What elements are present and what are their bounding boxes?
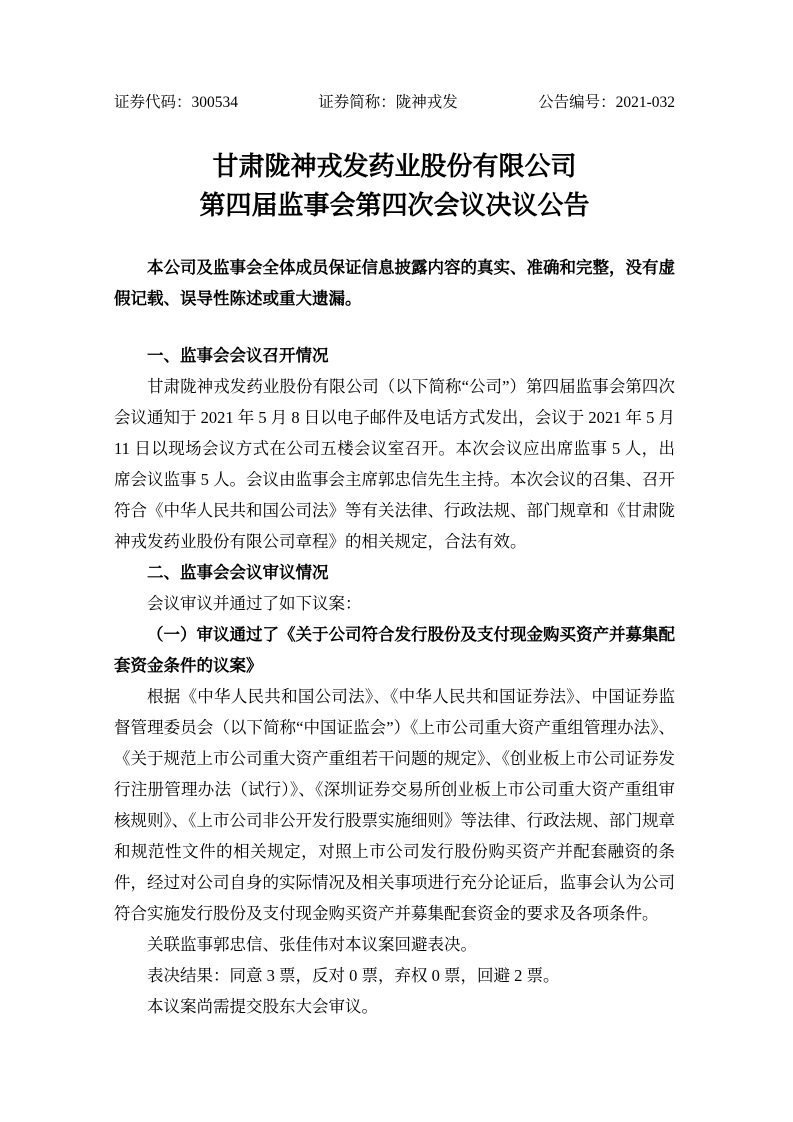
proposal-1-vote-result: 表决结果：同意 3 票，反对 0 票，弃权 0 票，回避 2 票。: [147, 966, 560, 985]
document-body: [114, 340, 675, 1022]
proposal-1-basis: 根据《中华人民共和国公司法》、《中华人民共和国证券法》、中国证券监督管理委员会（以下简称“中国证监会”）《上市公司重大资产重组管理办法》、《关于规范上市公司重大资产重组若干问题的规定》、《创业板上市公司证券发行注册管理办法（试行）》、《深圳证券交易所创业板上市公司重大资产重组审核规则》、《上市公司非公开发行股票实施细则》等法律、行政法规、部门规章和规范性文件的相关规定，对照上市公司发行股份购买资产并配套融资的条件，经过对公司自身的实际情况及相关事项进行充分论证后，监事会认为公司符合实施发行股份及支付现金购买资产并募集配套资金的要求及各项条件。: [114, 687, 675, 923]
section-1-paragraph: 甘肃陇神戎发药业股份有限公司（以下简称“公司”）第四届监事会第四次会议通知于 2021 年 5 月 8 日以电子邮件及电话方式发出，会议于 2021 年 5 月 11 日以现场会议方式在公司五楼会议室召开。本次会议应出席监事 5 人，出席会议监事 5 人。会议由监事会主席郭忠信先生主持。本次会议的召集、召开符合《中华人民共和国公司法》等有关法律、行政法规、部门规章和《甘肃陇神戎发药业股份有限公司章程》的相关规定，合法有效。: [114, 377, 675, 551]
proposal-1-heading: （一）审议通过了《关于公司符合发行股份及支付现金购买资产并募集配套资金条件的议案》: [114, 625, 675, 675]
section-2-heading: 二、监事会会议审议情况: [147, 563, 329, 582]
section-1-heading: 一、监事会会议召开情况: [147, 346, 329, 365]
announcement-number: 公告编号：2021-032: [538, 94, 675, 111]
proposal-1-recusal: 关联监事郭忠信、张佳伟对本议案回避表决。: [147, 935, 477, 954]
stock-abbr: 证券简称：陇神戎发: [318, 94, 458, 111]
proposal-1-followup: 本议案尚需提交股东大会审议。: [147, 997, 378, 1016]
document-title: [114, 147, 675, 225]
disclosure-notice: 本公司及监事会全体成员保证信息披露内容的真实、准确和完整，没有虚假记载、误导性陈述或重大遗漏。: [114, 258, 675, 308]
meeting-resolution-title: 第四届监事会第四次会议决议公告: [199, 191, 590, 220]
company-name: 甘肃陇神戎发药业股份有限公司: [212, 152, 577, 181]
document-header: [114, 93, 675, 113]
stock-code: 证券代码：300534: [114, 94, 239, 111]
section-2-intro: 会议审议并通过了如下议案：: [147, 594, 362, 613]
